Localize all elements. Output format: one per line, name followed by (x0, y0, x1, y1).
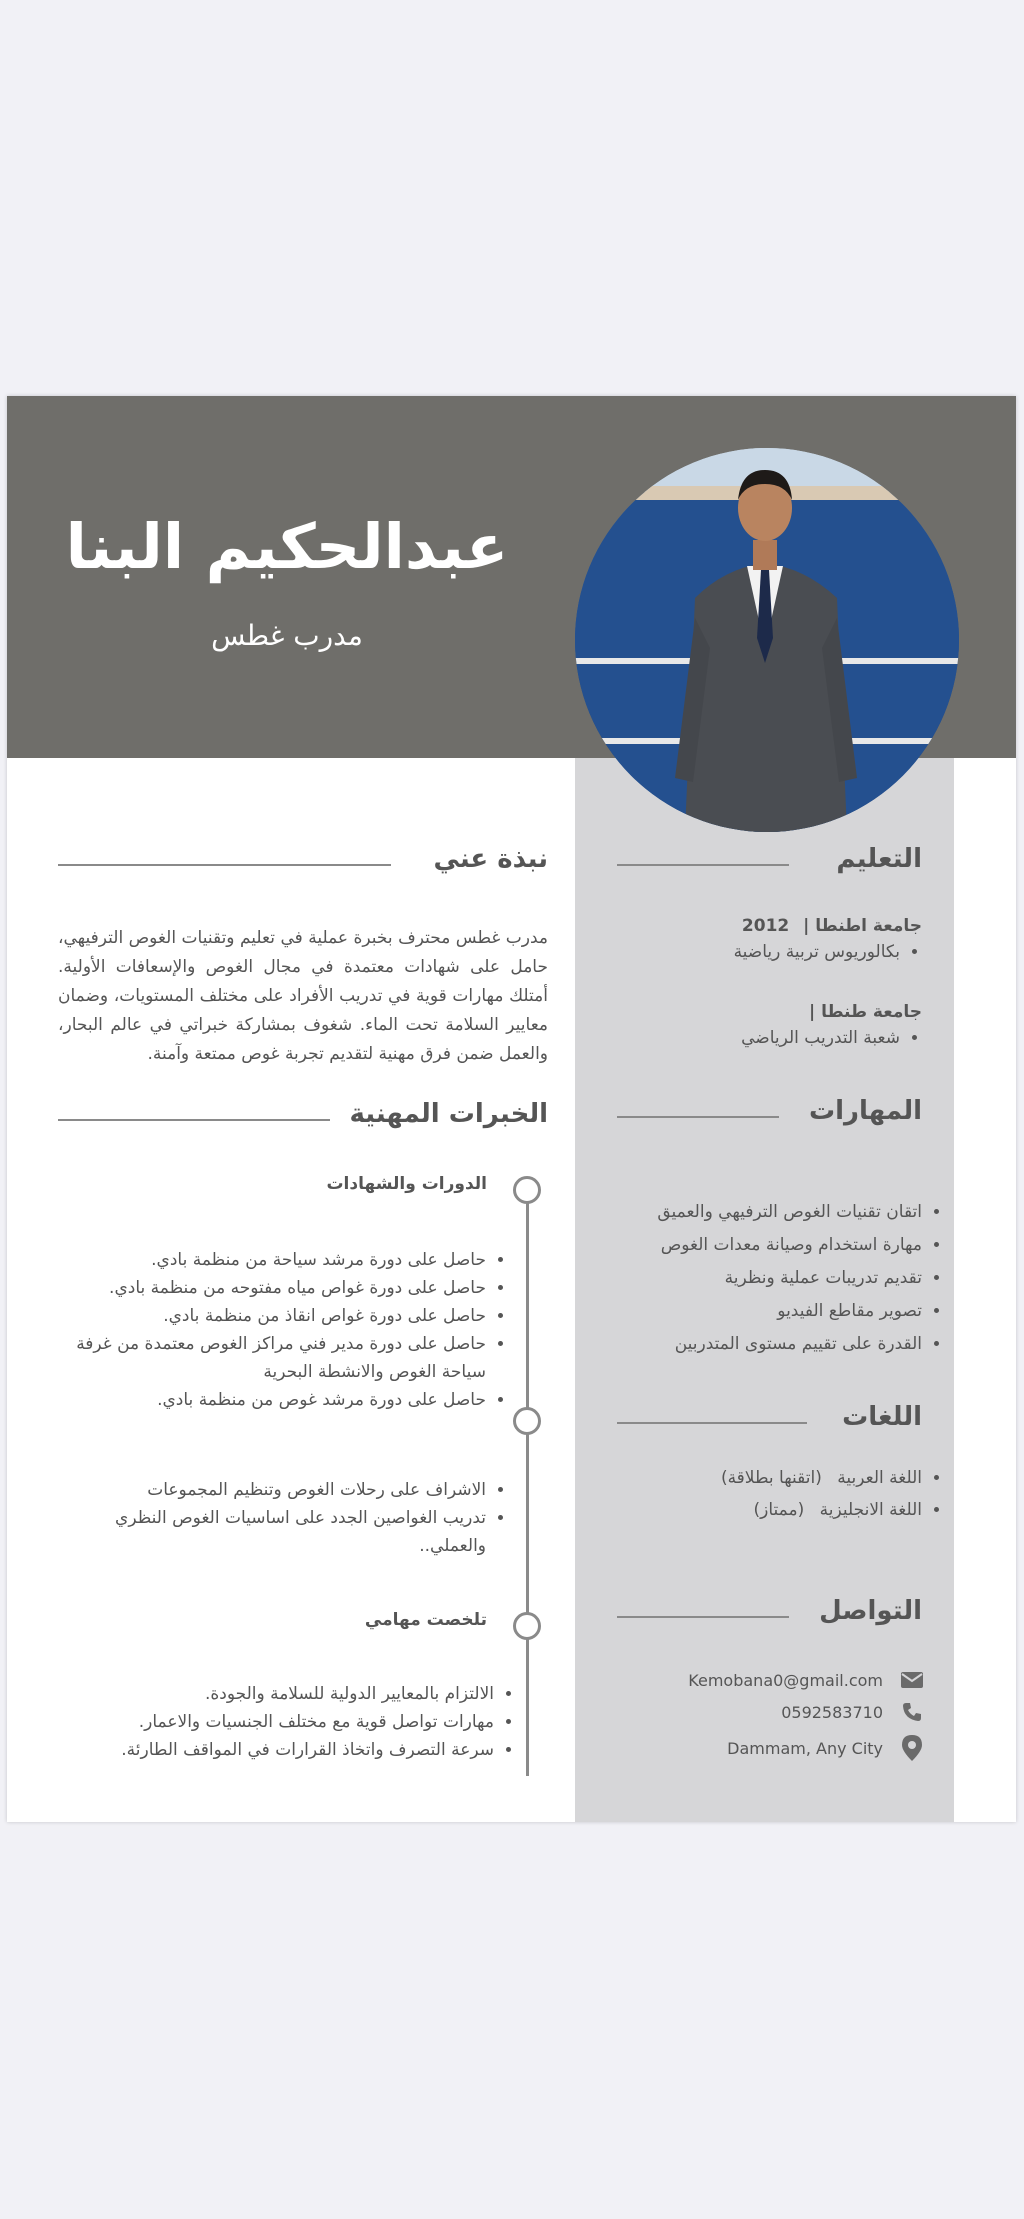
divider (58, 864, 391, 866)
contact-phone (647, 1698, 925, 1726)
contact-email (647, 1666, 925, 1694)
divider (617, 864, 789, 866)
skills-section-header (617, 1096, 922, 1136)
experience-item: • حاصل على دورة مدير فني مراكز الغوص معتمدة من غرفة سياحة الغوص والانشطة البحرية (58, 1330, 486, 1386)
experience-section-header (58, 1099, 548, 1139)
timeline-line (526, 1202, 529, 1776)
degree: • شعبة التدريب الرياضي (617, 1028, 900, 1048)
email-text[interactable]: Kemobana0@gmail.com (688, 1670, 883, 1690)
experience-item: • سرعة التصرف واتخاذ القرارات في المواقف الطارئة. (58, 1736, 494, 1764)
timeline-marker (513, 1612, 541, 1640)
experience-item: • حاصل على دورة غواص مياه مفتوحه من منظمة بادي. (58, 1274, 486, 1302)
education-entry (617, 1002, 922, 1048)
location-pin-icon (899, 1735, 925, 1761)
language-level: (اتقنها بطلاقة) (720, 1468, 822, 1488)
languages-section-header (617, 1402, 922, 1442)
phone-icon (899, 1702, 925, 1722)
experience-item: • مهارات تواصل قوية مع مختلف الجنسيات والاعمار. (58, 1708, 494, 1736)
experience-list (58, 1476, 508, 1560)
experience-list (58, 1680, 516, 1764)
graduation-year: 2012 (741, 916, 790, 936)
phone-text[interactable]: 0592583710 (781, 1702, 883, 1722)
profile-photo (575, 448, 959, 832)
experience-item: • تدريب الغواصين الجدد على اساسيات الغوص النظري والعملي.. (58, 1504, 486, 1560)
language-item (647, 1462, 922, 1494)
experience-item: • الاشراف على رحلات الغوص وتنظيم المجموعات (58, 1476, 486, 1504)
about-section-header (58, 844, 548, 884)
divider (617, 1116, 779, 1118)
person-name: عبدالحكيم البنا (65, 510, 509, 583)
experience-group-heading: الدورات والشهادات (326, 1174, 487, 1194)
languages-list (647, 1462, 944, 1526)
experience-item: • الالتزام بالمعايير الدولية للسلامة والجودة. (58, 1680, 494, 1708)
skill-item: • تصوير مقاطع الفيديو (617, 1295, 922, 1328)
experience-list (58, 1246, 508, 1414)
divider (58, 1119, 330, 1121)
skill-item: • مهارة استخدام وصيانة معدات الغوص (617, 1229, 922, 1262)
education-entry (617, 916, 922, 962)
experience-group-heading: تلخصت مهامي (364, 1610, 487, 1630)
skill-item: • القدرة على تقييم مستوى المتدربين (617, 1328, 922, 1361)
language-name: اللغة الانجليزية (819, 1500, 922, 1520)
experience-item: • حاصل على دورة مرشد سياحة من منظمة بادي. (58, 1246, 486, 1274)
education-section-header (617, 844, 922, 884)
skill-item: • تقديم تدريبات عملية ونظرية (617, 1262, 922, 1295)
timeline-marker (513, 1407, 541, 1435)
education-university (617, 1002, 922, 1022)
experience-title: الخبرات المهنية (349, 1099, 548, 1129)
university-name: جامعة اطنطا | (803, 916, 922, 936)
contact-section-header (617, 1596, 922, 1636)
languages-title: اللغات (842, 1402, 922, 1432)
about-text: مدرب غطس محترف بخبرة عملية في تعليم وتقنيات الغوص الترفيهي، حامل على شهادات معتمدة في مجال الغوص والإسعافات الأولية. أمتلك مهارات قوية في تدريب الأفراد على مختلف المستويات، وضمان معايير السلامة تحت الماء. شغوف بمشاركة خبراتي في عالم البحار، والعمل ضمن فرق مهنية لتقديم تجربة غوص ممتعة وآمنة. (58, 928, 548, 1064)
job-title: مدرب غطس (211, 619, 363, 652)
education-title: التعليم (836, 844, 922, 874)
experience-item: • حاصل على دورة غواص انقاذ من منظمة بادي. (58, 1302, 486, 1330)
contact-address (647, 1734, 925, 1762)
experience-item: • حاصل على دورة مرشد غوص من منظمة بادي. (58, 1386, 486, 1414)
divider (617, 1422, 807, 1424)
divider (617, 1616, 789, 1618)
language-item (647, 1494, 922, 1526)
envelope-icon (899, 1672, 925, 1688)
skill-item: • اتقان تقنيات الغوص الترفيهي والعميق (617, 1196, 922, 1229)
language-level: (ممتاز) (753, 1500, 805, 1520)
about-title: نبذة عني (433, 844, 548, 874)
skills-list (617, 1196, 944, 1361)
contact-title: التواصل (819, 1596, 922, 1626)
skills-title: المهارات (808, 1096, 922, 1126)
degree: • بكالوريوس تربية رياضية (617, 942, 900, 962)
cv-page (7, 396, 1016, 1822)
language-name: اللغة العربية (837, 1468, 922, 1488)
timeline-marker (513, 1176, 541, 1204)
address-text: Dammam, Any City (727, 1738, 883, 1758)
education-university (617, 916, 922, 936)
university-name: جامعة طنطا | (808, 1002, 922, 1022)
